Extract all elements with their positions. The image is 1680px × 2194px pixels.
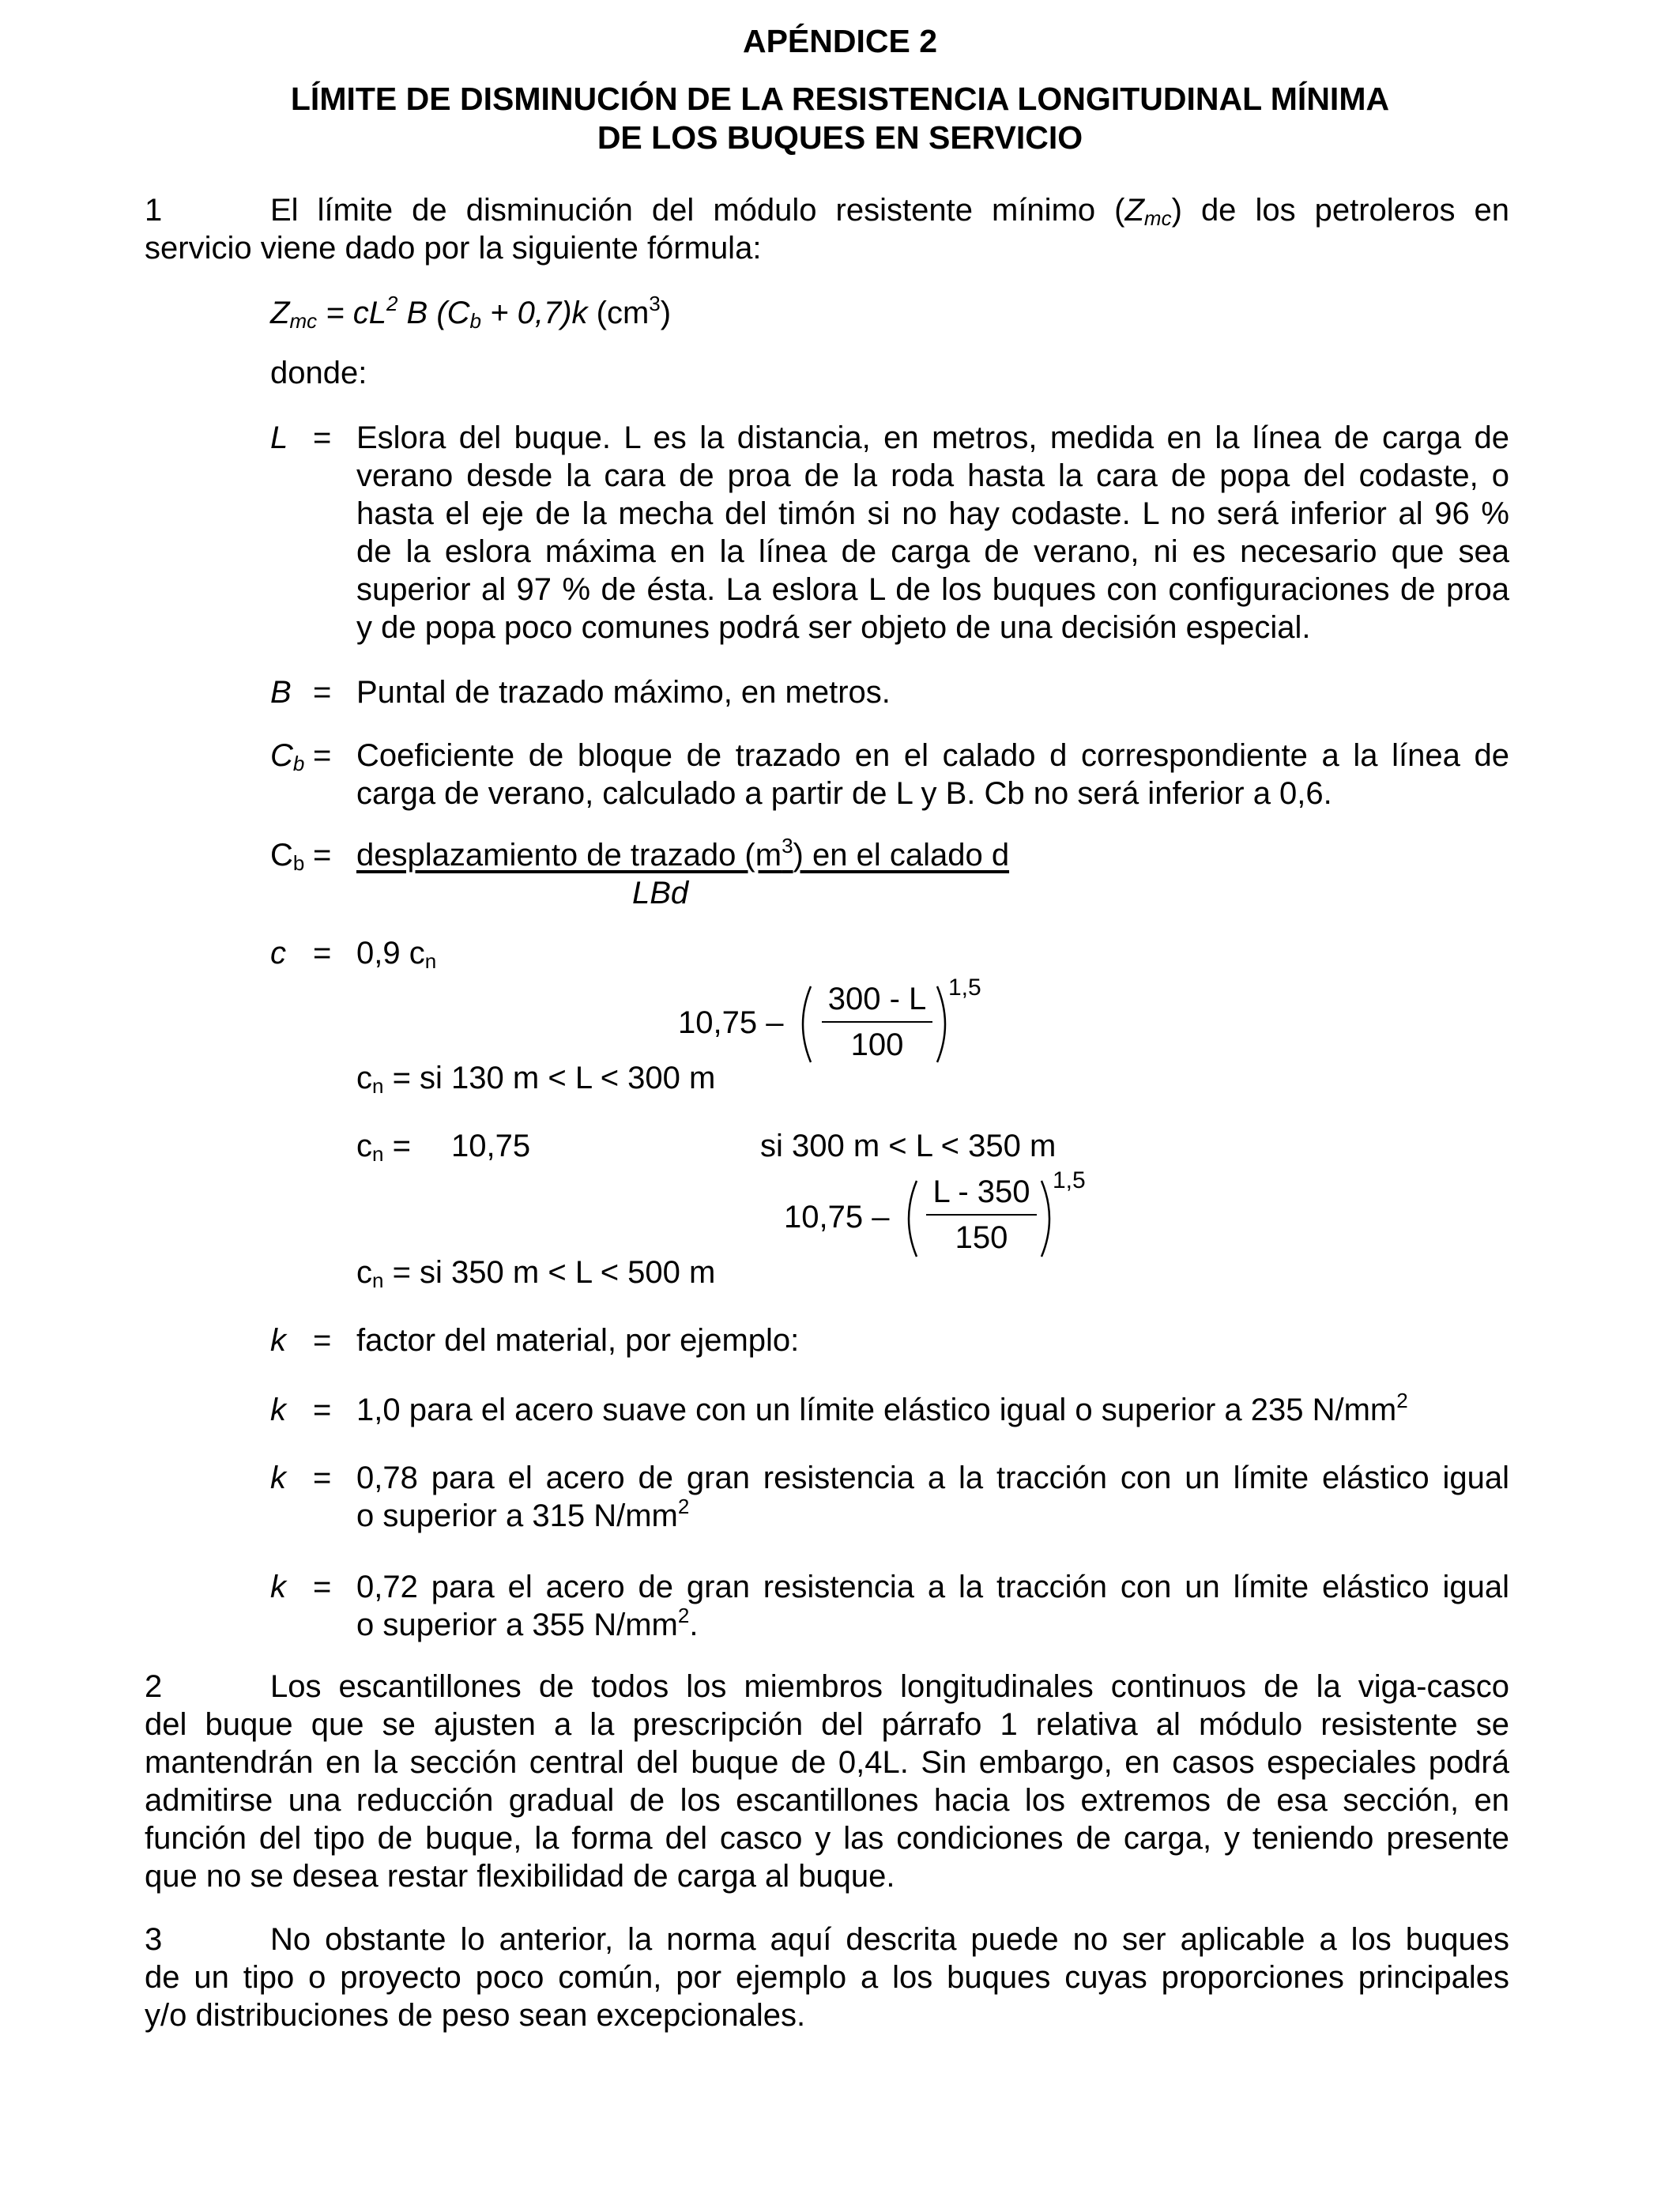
Cb2-symbol: $C_b$ (270, 838, 305, 875)
k-symbol: k (270, 1570, 286, 1604)
k2-def-line1: 0,78 para el acero de gran resistencia a la tracción con un límite elástico igual (356, 1461, 1509, 1495)
Cb-symbol: $C_b$ (270, 738, 305, 775)
cn3-denominator: 150 (955, 1220, 1008, 1255)
para3-number: 3 (145, 1922, 163, 1957)
k3-def-line1: 0,72 para el acero de gran resistencia a la tracción con un límite elástico igual (356, 1570, 1509, 1604)
k1-def: 1,0 para el acero suave con un límite elástico igual o superior a 235 $N/mm^2$ (356, 1389, 1408, 1427)
cn3-prefix: 10,75 – (784, 1200, 890, 1235)
cn3-numerator: L - 350 (932, 1174, 1030, 1209)
cn3-line: $c_n$ = si 350 m < L < 500 m (356, 1255, 716, 1292)
Cb2-denominator: LBd (632, 876, 689, 910)
cn2-label: $c_n$ = (356, 1129, 411, 1166)
B-equals: = (313, 675, 332, 710)
k-symbol: k (270, 1393, 286, 1427)
para2-line: Los escantillones de todos los miembros longitudinales continuos de la viga-casco (270, 1669, 1509, 1704)
title-line-2: DE LOS BUQUES EN SERVICIO (597, 119, 1083, 156)
Cb2-numerator: desplazamiento de trazado $(m^3)$ en el calado d (356, 834, 1010, 873)
para3-line: de un tipo o proyecto poco común, por ejemplo a los buques cuyas proporciones principales (145, 1960, 1509, 1995)
Cb-equals: = (313, 738, 332, 773)
k-symbol: k (270, 1323, 286, 1358)
L-def-line: Eslora del buque. L es la distancia, en metros, medida en la línea de carga de (356, 420, 1509, 455)
para2-line: del buque que se ajusten a la prescripción del párrafo 1 relativa al módulo resistente se (145, 1707, 1509, 1742)
L-def-line: superior al 97 % de ésta. La eslora L de los buques con configuraciones de proa (356, 572, 1509, 607)
title-line-1: LÍMITE DE DISMINUCIÓN DE LA RESISTENCIA LONGITUDINAL MÍNIMA (290, 81, 1390, 117)
L-equals: = (313, 420, 332, 455)
L-def-line: hasta el eje de la mecha del timón si no hay codaste. L no será inferior al 96 % (356, 496, 1509, 531)
L-symbol: L (270, 420, 288, 455)
para3-line: No obstante lo anterior, la norma aquí descrita puede no ser aplicable a los buques (270, 1922, 1509, 1957)
cn1-prefix: 10,75 – (678, 1005, 784, 1040)
cn3-fraction-bar (926, 1214, 1037, 1216)
para2-line: admitirse una reducción gradual de los escantillones hacia los extremos de esa sección, en (145, 1783, 1509, 1818)
zmc-formula: $Z_{mc} = cL^2$ B $(C_b + 0,7)k$ $(cm^3)$ (270, 292, 672, 333)
k-symbol: k (270, 1461, 286, 1495)
para1-line1: El límite de disminución del módulo resistente mínimo $(Z_{mc})$ de los petroleros en (270, 193, 1510, 230)
L-def-line: verano desde la cara de proa de la roda hasta la cara de popa del codaste, o (356, 458, 1509, 493)
k-def: factor del material, por ejemplo: (356, 1323, 800, 1358)
para2-line: función del tipo de buque, la forma del casco y las condiciones de carga, y teniendo presente (145, 1821, 1509, 1856)
B-def: Puntal de trazado máximo, en metros. (356, 675, 891, 710)
para1-line2: servicio viene dado por la siguiente fórmula: (145, 231, 762, 266)
para1-number: 1 (145, 193, 163, 228)
c-symbol: c (270, 936, 286, 971)
c-equals: = (313, 936, 332, 971)
cn1-numerator: 300 - L (827, 982, 927, 1016)
c-def: 0,9 $c_n$ (356, 936, 437, 973)
para2-number: 2 (145, 1669, 163, 1704)
Cb-def-line2: carga de verano, calculado a partir de L y B. Cb no será inferior a 0,6. (356, 776, 1332, 811)
cn1-fraction-bar (822, 1021, 932, 1023)
k-equals: = (313, 1323, 332, 1358)
Cb-def-line1: Coeficiente de bloque de trazado en el calado d correspondiente a la línea de (356, 738, 1509, 773)
k-equals: = (313, 1570, 332, 1604)
k-equals: = (313, 1393, 332, 1427)
L-def-line: y de popa poco comunes podrá ser objeto de una decisión especial. (356, 610, 1311, 645)
para2-line: mantendrán en la sección central del buque de 0,4L. Sin embargo, en casos especiales podrá (145, 1745, 1509, 1780)
B-symbol: B (270, 675, 292, 710)
para3-line: y/o distribuciones de peso sean excepcionales. (145, 1998, 806, 2033)
left-paren-icon (792, 985, 816, 1064)
donde-label: donde: (270, 356, 367, 390)
Cb2-equals: = (313, 838, 332, 873)
left-paren-icon (898, 1179, 921, 1258)
k2-def-line2: o superior a 315 $N/mm^2$ (356, 1495, 690, 1533)
para2-line: que no se desea restar flexibilidad de carga al buque. (145, 1859, 895, 1894)
cn2-value: 10,75 (451, 1129, 531, 1163)
k-equals: = (313, 1461, 332, 1495)
cn2-condition: si 300 m < L < 350 m (760, 1129, 1057, 1163)
L-def-line: de la eslora máxima en la línea de carga de verano, ni es necesario que sea (356, 534, 1509, 569)
appendix-heading: APÉNDICE 2 (742, 23, 938, 59)
cn3-exponent: 1,5 (1053, 1167, 1086, 1193)
cn1-exponent: 1,5 (948, 974, 981, 1001)
cn1-line: $c_n$ = si 130 m < L < 300 m (356, 1061, 716, 1098)
k3-def-line2: o superior a 355 $N/mm^2$. (356, 1604, 699, 1642)
cn1-denominator: 100 (850, 1027, 904, 1062)
